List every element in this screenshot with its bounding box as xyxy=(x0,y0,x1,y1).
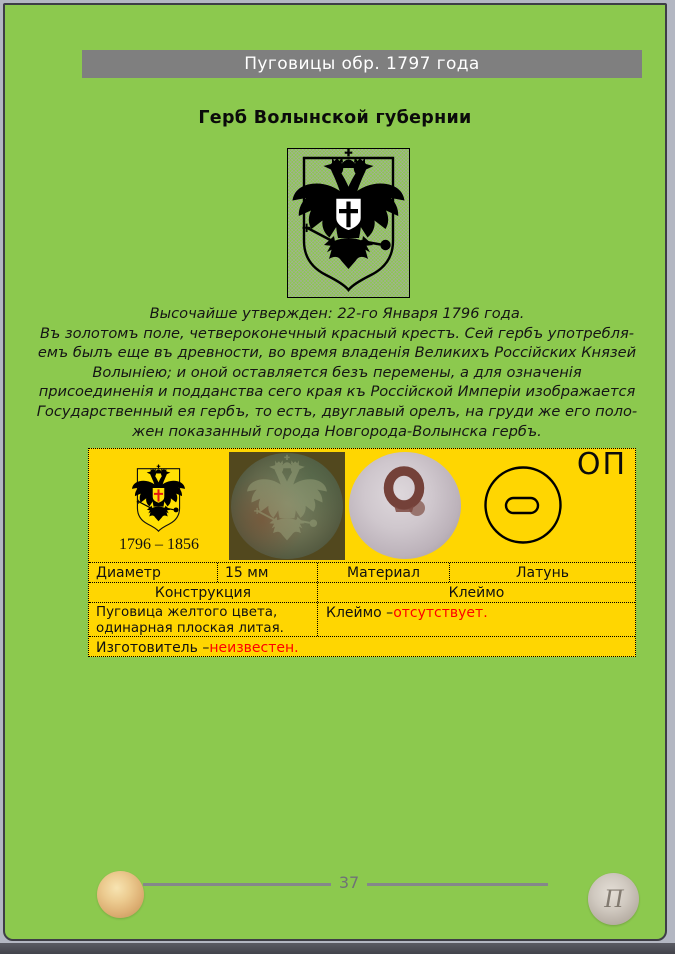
page-number: 37 xyxy=(338,873,360,892)
paragraph-line: Волыніею; и оной оставляется безъ перемены, а для означенія xyxy=(92,363,582,381)
paragraph-line: жен показанный города Новгорода-Волынска гербъ. xyxy=(132,422,542,440)
volhynia-arms-icon xyxy=(129,464,188,535)
stamp-value: отсутствует. xyxy=(393,605,488,621)
table-row xyxy=(89,583,635,603)
diameter-label: Диаметр xyxy=(89,563,218,582)
silver-monogram-button-photo xyxy=(588,873,639,925)
maker-value: неизвестен. xyxy=(209,639,299,656)
table-row xyxy=(89,563,635,583)
table-row xyxy=(89,603,635,637)
table-row xyxy=(89,637,635,658)
button-front-photo xyxy=(229,452,345,560)
years-label: 1796 – 1856 xyxy=(119,536,199,553)
construction-header: Конструкция xyxy=(89,583,318,602)
plate-image-row xyxy=(89,449,635,563)
stamp-value-cell xyxy=(318,603,635,636)
footer-rule-left xyxy=(143,883,331,886)
maker-prefix: Изготовитель – xyxy=(96,639,210,656)
stamp-prefix: Клеймо – xyxy=(326,605,394,621)
shank-loop-icon xyxy=(349,452,461,559)
button-cross-section-diagram xyxy=(483,465,563,545)
material-label: Материал xyxy=(318,563,450,582)
material-value: Латунь xyxy=(516,564,569,581)
monogram-icon: П xyxy=(604,884,623,913)
spec-table xyxy=(89,563,635,658)
paragraph-line: Высочайше утвержден: 22-го Января 1796 года. xyxy=(149,305,525,322)
paragraph-line: емъ былъ еще въ древности, во время владенія Великихъ Россійских Князей xyxy=(37,344,637,362)
button-spec-plate xyxy=(88,448,636,657)
window-bottom-edge xyxy=(0,943,675,954)
document-page xyxy=(3,3,667,941)
paragraph-line: присоединенія и подданства сего края къ Россійской Имперіи изображается xyxy=(38,383,636,401)
button-shank-photo xyxy=(349,452,461,559)
stamp-header: Клеймо xyxy=(448,584,505,601)
section-header-bar xyxy=(82,50,642,78)
description-paragraph xyxy=(25,304,649,441)
maker-cell xyxy=(89,637,635,658)
diameter-value: 15 мм xyxy=(218,563,318,582)
section-header-label: Пуговицы обр. 1797 года xyxy=(244,54,480,74)
page-title: Герб Волынской губернии xyxy=(198,108,472,128)
paragraph-line: Государственный ея гербъ, то естъ, двуглавый орелъ, на груди же его поло- xyxy=(36,402,638,420)
eagle-relief-icon xyxy=(243,454,331,560)
op-code-label: ОП xyxy=(576,447,627,482)
imperial-double-eagle-engraving xyxy=(287,148,410,298)
footer-rule-right xyxy=(367,883,548,886)
gold-button-photo xyxy=(97,871,144,918)
construction-value: Пуговица желтого цвета, одинарная плоская литая. xyxy=(89,603,318,636)
paragraph-line: Въ золотомъ поле, четвероконечный красный крестъ. Сей гербъ употребля- xyxy=(39,324,635,342)
